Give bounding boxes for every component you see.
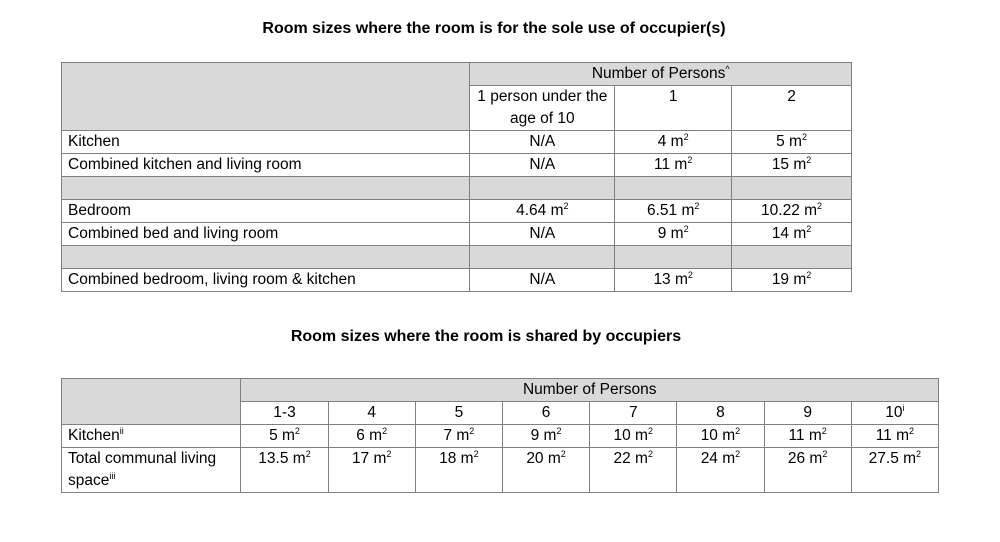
table1-col-header: 2 [732,86,852,131]
row-label: Bedroom [62,200,470,223]
cell: 15 $m^2$ [732,154,852,177]
cell: 19 $m^2$ [732,269,852,292]
table2-col-header: 5 [415,402,502,425]
spacer-cell [62,246,470,269]
cell: 5 $m^2$ [241,425,328,448]
cell: 13.5 $m^2$ [241,448,328,493]
cell: 20 $m^2$ [502,448,589,493]
cell: 9 $m^2$ [615,223,732,246]
table-row [62,425,939,448]
table2-col-header: 4 [328,402,415,425]
shared-room-sizes-table [61,378,939,493]
row-label: Kitchen [62,131,470,154]
spacer-cell [470,177,615,200]
table1-col-header: 1 person under the age of 10 [470,86,615,131]
table-row [62,223,852,246]
table2-col-header: 6 [502,402,589,425]
cell: 13 $m^2$ [615,269,732,292]
cell: 26 $m^2$ [764,448,851,493]
cell: 17 $m^2$ [328,448,415,493]
table1-col-header: 1 [615,86,732,131]
spacer-cell [62,177,470,200]
cell: 6 $m^2$ [328,425,415,448]
row-label: Combined kitchen and living room [62,154,470,177]
cell: 18 $m^2$ [415,448,502,493]
cell: 24 $m^2$ [677,448,764,493]
table2-corner-cell [62,379,241,425]
spacer-cell [615,246,732,269]
table-row [62,154,852,177]
cell: N/A [470,223,615,246]
table2-group-header: Number of Persons [241,379,939,402]
row-label: Kitchen$^{ii}$ [62,425,241,448]
cell: 7 $m^2$ [415,425,502,448]
table1-group-header: Number of Persons^ [470,63,852,86]
spacer-cell [732,177,852,200]
row-label: Total communal living space$^{iii}$ [62,448,241,493]
cell: 11 $m^2$ [851,425,938,448]
table-row [62,448,939,493]
table2-col-header: 1-3 [241,402,328,425]
cell: 6.51 $m^2$ [615,200,732,223]
table-row [62,200,852,223]
table2-col-header: 9 [764,402,851,425]
table2-col-header: 7 [590,402,677,425]
cell: 11 $m^2$ [615,154,732,177]
cell: 10 $m^2$ [590,425,677,448]
cell: N/A [470,154,615,177]
spacer-row [62,177,852,200]
cell: 9 $m^2$ [502,425,589,448]
table2-col-header: 10$^i$ [851,402,938,425]
spacer-cell [470,246,615,269]
sole-use-room-sizes-table [61,62,852,292]
table2-col-header: 8 [677,402,764,425]
table1-title: Room sizes where the room is for the sole use of occupier(s) [262,20,726,37]
spacer-cell [732,246,852,269]
cell: 5 $m^2$ [732,131,852,154]
cell: 4 $m^2$ [615,131,732,154]
row-label: Combined bedroom, living room & kitchen [62,269,470,292]
cell: 10 $m^2$ [677,425,764,448]
cell: 27.5 $m^2$ [851,448,938,493]
cell: N/A [470,131,615,154]
cell: 14 $m^2$ [732,223,852,246]
table2-title: Room sizes where the room is shared by occupiers [290,328,682,345]
table-row [62,131,852,154]
cell: 22 $m^2$ [590,448,677,493]
cell: 4.64 $m^2$ [470,200,615,223]
table-row [62,269,852,292]
spacer-cell [615,177,732,200]
cell: N/A [470,269,615,292]
cell: 11 $m^2$ [764,425,851,448]
table1-corner-cell [62,63,470,131]
row-label: Combined bed and living room [62,223,470,246]
cell: 10.22 $m^2$ [732,200,852,223]
spacer-row [62,246,852,269]
